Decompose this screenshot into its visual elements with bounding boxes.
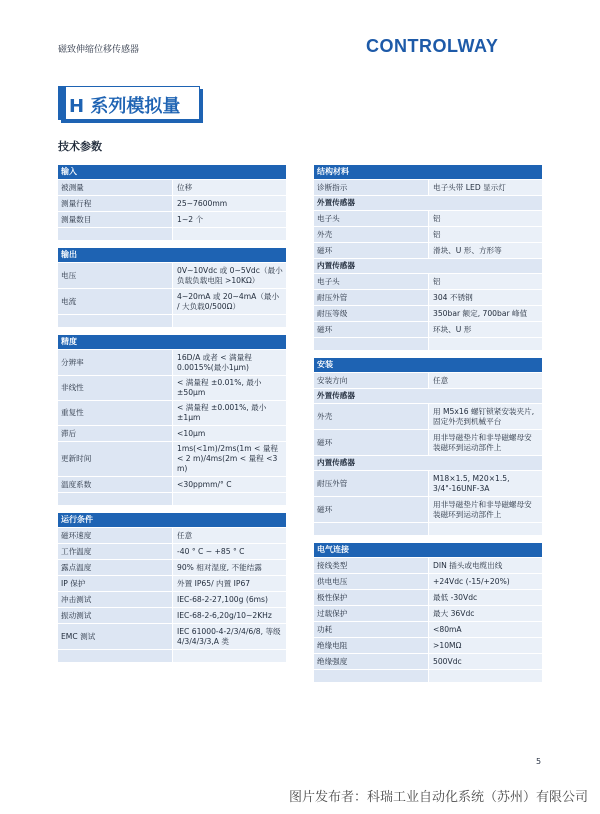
spec-row	[314, 590, 542, 605]
spec-key: 功耗	[314, 622, 428, 637]
spec-value: 用非导磁垫片和非导磁螺母安装磁环到运动部件上	[428, 497, 542, 522]
spec-value: 任意	[428, 373, 542, 388]
spec-group-title: 结构材料	[314, 165, 542, 179]
spec-group-gap	[58, 328, 286, 334]
spec-key: EMC 测试	[58, 624, 172, 649]
spec-table-left	[58, 164, 286, 663]
spec-value: 电子头带 LED 显示灯	[428, 180, 542, 195]
spec-row	[58, 263, 286, 288]
spec-value	[172, 493, 286, 505]
publisher-credit: 图片发布者：科瑞工业自动化系统（苏州）有限公司	[288, 790, 588, 805]
spec-value: < 满量程 ±0.001%, 最小 ±1μm	[172, 401, 286, 425]
spec-value: 最低 -30Vdc	[428, 590, 542, 605]
spec-subgroup-label: 内置传感器	[314, 456, 542, 470]
spec-value: < 满量程 ±0.01%, 最小 ±50μm	[172, 376, 286, 400]
spec-row	[314, 322, 542, 337]
spec-subgroup-label: 外置传感器	[314, 389, 542, 403]
spec-row	[58, 426, 286, 441]
spec-row	[58, 180, 286, 195]
spec-key: 耐压等级	[314, 306, 428, 321]
spec-group-gap	[58, 506, 286, 512]
spec-value: 铝	[428, 211, 542, 226]
spec-row	[314, 558, 542, 573]
spec-value: 0V~10Vdc 或 0~5Vdc（最小负载负载电阻 >10KΩ）	[172, 263, 286, 288]
spec-group-header	[314, 165, 542, 179]
spec-key: 供电电压	[314, 574, 428, 589]
spec-key: 外壳	[314, 227, 428, 242]
spec-row	[58, 228, 286, 240]
spec-row	[314, 606, 542, 621]
spec-value: 1ms(<1m)/2ms(1m < 量程 < 2 m)/4ms(2m < 量程 <3 m)	[172, 442, 286, 476]
spec-value: 16D/A 或者 < 满量程 0.0015%(最小1μm)	[172, 350, 286, 375]
spec-value: 25~7600mm	[172, 196, 286, 211]
spec-key: 磁环	[314, 497, 428, 522]
spec-row	[314, 622, 542, 637]
spec-value: M18×1.5, M20×1.5, 3/4"-16UNF-3A	[428, 471, 542, 496]
spec-group-header	[58, 513, 286, 527]
spec-value: 用非导磁垫片和非导磁螺母安装磁环到运动部件上	[428, 430, 542, 455]
spec-row	[58, 477, 286, 492]
spec-key: 电子头	[314, 274, 428, 289]
spec-subgroup-label: 内置传感器	[314, 259, 542, 273]
subtitle: 技术参数	[58, 140, 102, 153]
spec-key: 分辨率	[58, 350, 172, 375]
spec-key	[58, 315, 172, 327]
spec-key: 绝缘强度	[314, 654, 428, 669]
spec-row	[314, 243, 542, 258]
spec-row	[58, 315, 286, 327]
spec-value: <30ppmm/° C	[172, 477, 286, 492]
spec-value: 304 不锈钢	[428, 290, 542, 305]
spec-row	[58, 608, 286, 623]
spec-key: 测量行程	[58, 196, 172, 211]
spec-row	[58, 401, 286, 425]
spec-key	[314, 338, 428, 350]
spec-key: 外壳	[314, 404, 428, 429]
spec-key: 电子头	[314, 211, 428, 226]
spec-key	[58, 650, 172, 662]
spec-key: 工作温度	[58, 544, 172, 559]
spec-column-right	[314, 164, 542, 683]
document-category: 磁致伸缩位移传感器	[58, 45, 140, 55]
spec-group-header	[58, 165, 286, 179]
spec-row	[314, 574, 542, 589]
spec-row	[58, 560, 286, 575]
section-banner	[58, 86, 200, 120]
spec-key: 耐压外管	[314, 471, 428, 496]
spec-value: IEC-68-2-27,100g (6ms)	[172, 592, 286, 607]
spec-value: 350bar 额定, 700bar 峰值	[428, 306, 542, 321]
spec-row	[314, 471, 542, 496]
spec-key: 磁环速度	[58, 528, 172, 543]
spec-row	[314, 180, 542, 195]
spec-row	[58, 528, 286, 543]
spec-key: 温度系数	[58, 477, 172, 492]
spec-row	[314, 430, 542, 455]
spec-value: IEC-68-2-6,20g/10~2KHz	[172, 608, 286, 623]
spec-group-title: 精度	[58, 335, 286, 349]
spec-subgroup-row	[314, 259, 542, 273]
spec-row	[58, 493, 286, 505]
spec-row	[314, 227, 542, 242]
spec-key: IP 保护	[58, 576, 172, 591]
spec-row	[314, 373, 542, 388]
spec-key: 诊断指示	[314, 180, 428, 195]
spec-row	[314, 404, 542, 429]
spec-group-header	[58, 335, 286, 349]
spec-row	[314, 638, 542, 653]
spec-key: 接线类型	[314, 558, 428, 573]
spec-table-right	[314, 164, 542, 683]
spec-group-gap	[58, 241, 286, 247]
spec-value	[428, 523, 542, 535]
spec-group-header	[314, 358, 542, 372]
spec-value	[428, 338, 542, 350]
spec-row	[314, 338, 542, 350]
spec-value: 1~2 个	[172, 212, 286, 227]
spec-group-gap-cell	[58, 328, 286, 334]
spec-key	[58, 493, 172, 505]
spec-row	[58, 350, 286, 375]
spec-value: 4~20mA 或 20~4mA（最小 / 大负载0/500Ω）	[172, 289, 286, 314]
spec-value: 最大 36Vdc	[428, 606, 542, 621]
spec-row	[58, 544, 286, 559]
spec-key: 耐压外管	[314, 290, 428, 305]
spec-value: 500Vdc	[428, 654, 542, 669]
spec-key: 更新时间	[58, 442, 172, 476]
spec-value: 滑块、U 形、方形等	[428, 243, 542, 258]
spec-row	[58, 592, 286, 607]
controlway-logo: CONTROLWAY	[366, 36, 499, 56]
spec-key: 非线性	[58, 376, 172, 400]
spec-row	[58, 624, 286, 649]
spec-subgroup-row	[314, 389, 542, 403]
spec-value: IEC 61000-4-2/3/4/6/8, 等级 4/3/4/3/3,A 类	[172, 624, 286, 649]
spec-key: 绝缘电阻	[314, 638, 428, 653]
spec-value: 环块、U 形	[428, 322, 542, 337]
spec-key: 重复性	[58, 401, 172, 425]
spec-value	[172, 228, 286, 240]
spec-value: 用 M5x16 螺钉锁紧安装夹片, 固定外壳到机械平台	[428, 404, 542, 429]
spec-key: 电流	[58, 289, 172, 314]
spec-value: 位移	[172, 180, 286, 195]
spec-row	[314, 654, 542, 669]
spec-group-gap-cell	[58, 506, 286, 512]
spec-group-gap-cell	[314, 351, 542, 357]
spec-row	[58, 376, 286, 400]
spec-row	[314, 497, 542, 522]
spec-value: 90% 相对湿度, 不能结露	[172, 560, 286, 575]
spec-row	[314, 306, 542, 321]
spec-group-gap-cell	[58, 241, 286, 247]
spec-key: 过载保护	[314, 606, 428, 621]
spec-value: >10MΩ	[428, 638, 542, 653]
spec-row	[314, 523, 542, 535]
spec-key	[58, 228, 172, 240]
spec-value: 任意	[172, 528, 286, 543]
spec-subgroup-row	[314, 196, 542, 210]
spec-value: <80mA	[428, 622, 542, 637]
spec-row	[314, 274, 542, 289]
spec-value	[172, 315, 286, 327]
spec-row	[314, 211, 542, 226]
spec-key: 振动测试	[58, 608, 172, 623]
spec-row	[58, 650, 286, 662]
spec-group-gap	[314, 536, 542, 542]
spec-row	[58, 289, 286, 314]
spec-row	[58, 212, 286, 227]
spec-row	[58, 442, 286, 476]
spec-group-title: 输入	[58, 165, 286, 179]
section-banner-accent	[59, 87, 66, 119]
spec-group-header	[58, 248, 286, 262]
spec-value: -40 ° C ~ +85 ° C	[172, 544, 286, 559]
spec-row	[314, 670, 542, 682]
spec-value: 铝	[428, 274, 542, 289]
spec-group-header	[314, 543, 542, 557]
spec-key: 被测量	[58, 180, 172, 195]
spec-row	[314, 290, 542, 305]
spec-key	[314, 523, 428, 535]
spec-value	[172, 650, 286, 662]
spec-subgroup-row	[314, 456, 542, 470]
spec-value: <10μm	[172, 426, 286, 441]
spec-key: 测量数目	[58, 212, 172, 227]
spec-key: 磁环	[314, 430, 428, 455]
spec-key: 磁环	[314, 243, 428, 258]
spec-group-title: 运行条件	[58, 513, 286, 527]
spec-key: 露点温度	[58, 560, 172, 575]
spec-key: 滞后	[58, 426, 172, 441]
spec-group-title: 安装	[314, 358, 542, 372]
spec-value: 外置 IP65/ 内置 IP67	[172, 576, 286, 591]
spec-group-gap-cell	[314, 536, 542, 542]
spec-key: 电压	[58, 263, 172, 288]
section-title: H 系列模拟量	[69, 96, 181, 117]
spec-key: 磁环	[314, 322, 428, 337]
spec-key	[314, 670, 428, 682]
spec-group-gap	[314, 351, 542, 357]
spec-row	[58, 196, 286, 211]
spec-value: 铝	[428, 227, 542, 242]
spec-group-title: 电气连接	[314, 543, 542, 557]
spec-key: 冲击测试	[58, 592, 172, 607]
spec-value: DIN 插头或电缆出线	[428, 558, 542, 573]
spec-value	[428, 670, 542, 682]
spec-column-left	[58, 164, 286, 663]
page-number: 5	[536, 757, 542, 766]
spec-key: 安装方向	[314, 373, 428, 388]
spec-row	[58, 576, 286, 591]
spec-subgroup-label: 外置传感器	[314, 196, 542, 210]
spec-group-title: 输出	[58, 248, 286, 262]
spec-key: 极性保护	[314, 590, 428, 605]
spec-value: +24Vdc (-15/+20%)	[428, 574, 542, 589]
